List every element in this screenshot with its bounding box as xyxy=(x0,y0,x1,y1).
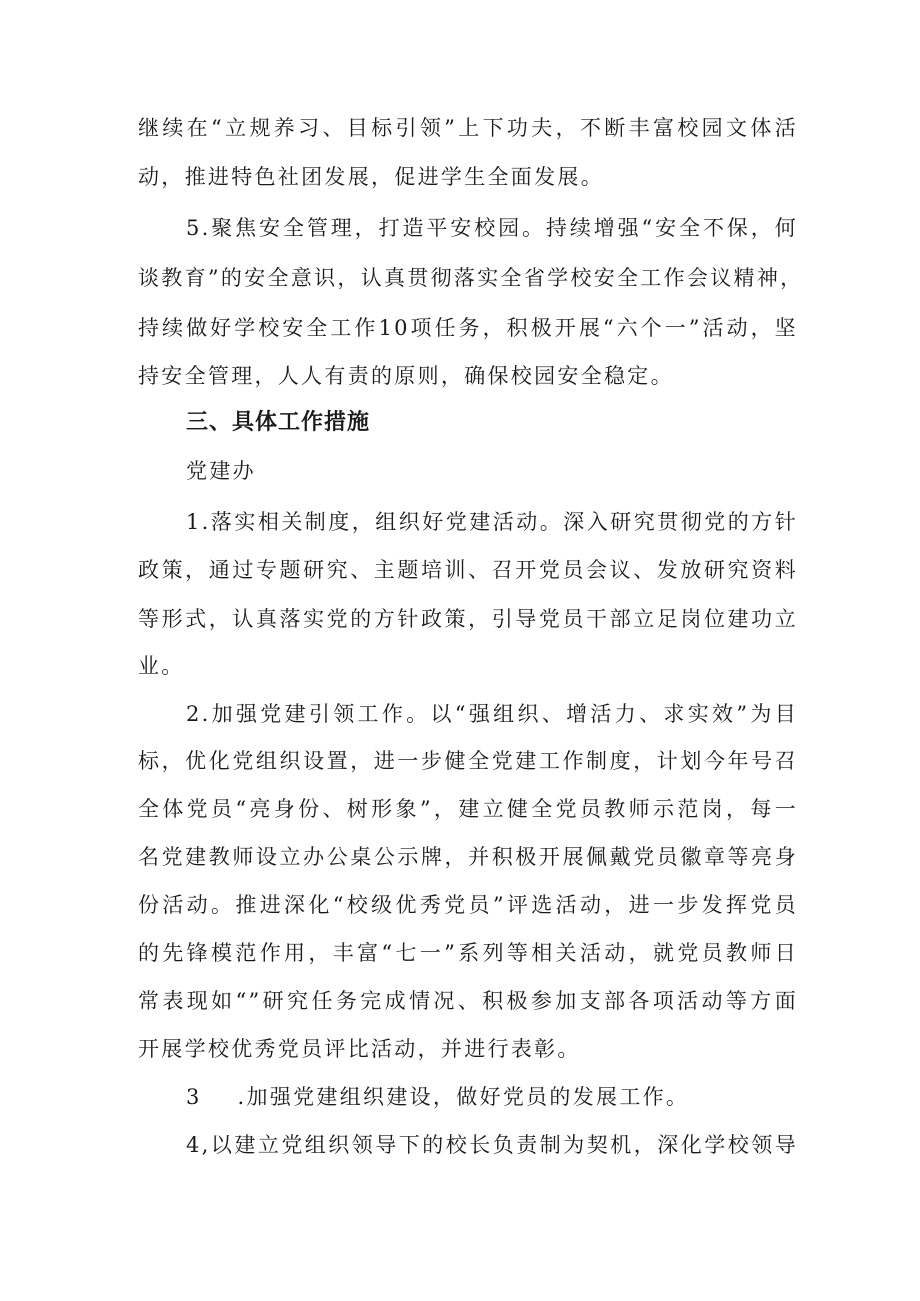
paragraph-line: 持续做好学校安全工作10项任务，积极开展“六个一”活动，坚 xyxy=(138,316,798,340)
paragraph-line: 份活动。推进深化“校级优秀党员”评选活动，进一步发挥党员 xyxy=(138,893,798,917)
section-heading: 三、具体工作措施 xyxy=(186,410,371,435)
paragraph-line: 等形式，认真落实党的方针政策，引导党员干部立足岗位建功立 xyxy=(138,607,798,631)
paragraph-line: 持安全管理，人人有责的原则，确保校园安全稳定。 xyxy=(138,364,674,388)
paragraph-line: 常表现如“”研究任务完成情况、积极参加支部各项活动等方面 xyxy=(138,989,798,1013)
paragraph-line: 的先锋模范作用，丰富“七一”系列等相关活动，就党员教师日 xyxy=(138,941,798,965)
subsection-title: 党建办 xyxy=(186,459,256,483)
paragraph-line: 4,以建立党组织领导下的校长负责制为契机，深化学校领导 xyxy=(186,1133,798,1157)
paragraph-line: 2.加强党建引领工作。以“强组织、增活力、求实效”为目 xyxy=(186,702,798,726)
paragraph-line: 继续在“立规养习、目标引领”上下功夫，不断丰富校园文体活 xyxy=(138,116,798,140)
paragraph-line: 1.落实相关制度，组织好党建活动。深入研究贯彻党的方针 xyxy=(186,510,798,534)
paragraph-line: 政策，通过专题研究、主题培训、召开党员会议、发放研究资料 xyxy=(138,558,798,582)
paragraph-line: 开展学校优秀党员评比活动，并进行表彰。 xyxy=(138,1037,581,1061)
paragraph-line: 业。 xyxy=(138,654,185,678)
paragraph-line: 3 .加强党建组织建设，做好党员的发展工作。 xyxy=(186,1085,690,1109)
paragraph-line: 全体党员“亮身份、树形象”，建立健全党员教师示范岗，每一 xyxy=(138,797,798,821)
paragraph-line: 5.聚焦安全管理，打造平安校园。持续增强“安全不保，何 xyxy=(186,216,798,240)
paragraph-line: 动，推进特色社团发展，促进学生全面发展。 xyxy=(138,165,604,189)
paragraph-line: 标，优化党组织设置，进一步健全党建工作制度，计划今年号召 xyxy=(138,749,798,773)
paragraph-line: 谈教育”的安全意识，认真贯彻落实全省学校安全工作会议精神， xyxy=(138,266,804,290)
paragraph-line: 名党建教师设立办公桌公示牌，并积极开展佩戴党员徽章等亮身 xyxy=(138,845,798,869)
